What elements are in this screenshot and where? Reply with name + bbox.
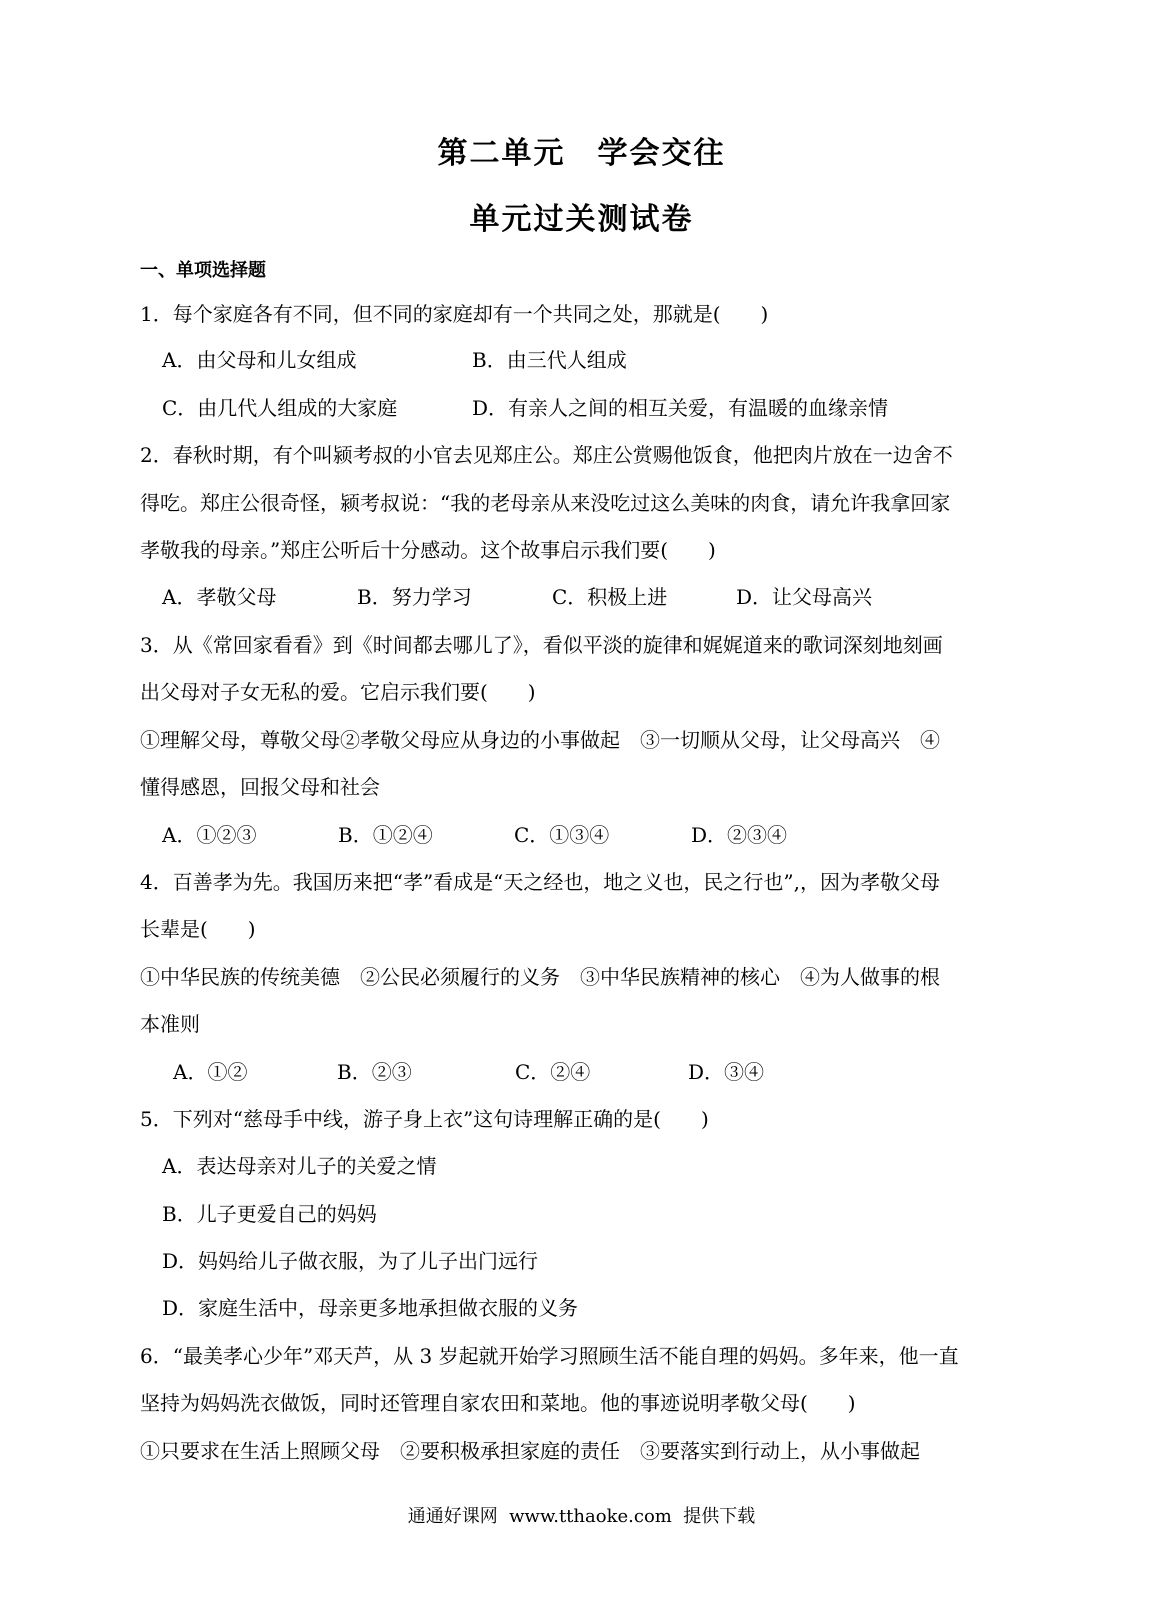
question-6-stem-line-2: 坚持为妈妈洗衣做饭，同时还管理自家农田和菜地。他的事迹说明孝敬父母( ) [140,1391,856,1415]
question-4-choices-line-2: 本准则 [140,1012,200,1036]
question-4-stem-line-1: 4．百善孝为先。我国历来把“孝”看成是“天之经也，地之义也，民之行也”,，因为孝敬父母 [140,870,940,894]
question-2-stem-line-3: 孝敬我的母亲。”郑庄公听后十分感动。这个故事启示我们要( ) [140,538,716,562]
page-subtitle: 单元过关测试卷 [469,202,694,237]
question-3-stem-line-2: 出父母对子女无私的爱。它启示我们要( ) [140,680,536,704]
question-4-option-b: B．②③ [337,1060,412,1084]
question-1-option-b: B．由三代人组成 [472,348,627,372]
question-4-choices-line-1: ①中华民族的传统美德 ②公民必须履行的义务 ③中华民族精神的核心 ④为人做事的根 [140,965,940,989]
question-3-option-a: A．①②③ [162,823,257,847]
page-title: 第二单元 学会交往 [437,136,726,171]
question-3-stem-line-1: 3．从《常回家看看》到《时间都去哪儿了》，看似平淡的旋律和娓娓道来的歌词深刻地刻画 [140,633,943,657]
question-2-option-c: C．积极上进 [552,585,668,609]
question-2-option-b: B．努力学习 [357,585,472,609]
question-5-option-b: B．儿子更爱自己的妈妈 [162,1202,377,1226]
question-6-stem-line-1: 6．“最美孝心少年”邓天芦，从 3 岁起就开始学习照顾生活不能自理的妈妈。多年来，他一直 [140,1344,959,1368]
question-3-option-c: C．①③④ [514,823,610,847]
question-3-choices-line-1: ①理解父母，尊敬父母②孝敬父母应从身边的小事做起 ③一切顺从父母，让父母高兴 ④ [140,728,940,752]
question-1-option-d: D．有亲人之间的相互关爱，有温暖的血缘亲情 [472,396,889,420]
question-4-option-a: A．①② [173,1060,248,1084]
question-5-option-d: D．家庭生活中，母亲更多地承担做衣服的义务 [162,1296,579,1320]
question-6-choices-line-1: ①只要求在生活上照顾父母 ②要积极承担家庭的责任 ③要落实到行动上，从小事做起 [140,1439,920,1463]
page-footer: 通通好课网 www.tthaoke.com 提供下载 [407,1506,756,1527]
question-5-option-c: D．妈妈给儿子做衣服，为了儿子出门远行 [162,1249,539,1273]
question-4-option-d: D．③④ [688,1060,765,1084]
question-3-choices-line-2: 懂得感恩，回报父母和社会 [140,775,380,799]
question-1-option-c: C．由几代人组成的大家庭 [162,396,398,420]
question-3-option-d: D．②③④ [691,823,788,847]
question-5-option-a: A．表达母亲对儿子的关爱之情 [162,1154,437,1178]
question-2-stem-line-1: 2．春秋时期，有个叫颍考叔的小官去见郑庄公。郑庄公赏赐他饭食，他把肉片放在一边舍不 [140,443,953,467]
question-4-option-c: C．②④ [515,1060,591,1084]
question-1-stem: 1．每个家庭各有不同，但不同的家庭却有一个共同之处，那就是( ) [140,302,769,326]
question-2-option-d: D．让父母高兴 [736,585,873,609]
section-heading: 一、单项选择题 [140,260,266,281]
question-2-option-a: A．孝敬父母 [162,585,277,609]
question-2-stem-line-2: 得吃。郑庄公很奇怪，颍考叔说：“我的老母亲从来没吃过这么美味的肉食，请允许我拿回家 [140,491,951,515]
question-4-stem-line-2: 长辈是( ) [140,917,256,941]
question-3-option-b: B．①②④ [338,823,433,847]
question-1-option-a: A．由父母和儿女组成 [162,348,357,372]
question-5-stem: 5．下列对“慈母手中线，游子身上衣”这句诗理解正确的是( ) [140,1107,709,1131]
